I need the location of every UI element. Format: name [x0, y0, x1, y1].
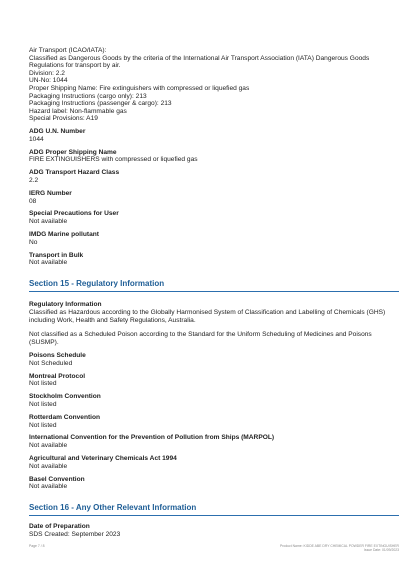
field-label: ADG Proper Shipping Name [29, 148, 117, 156]
regulatory-information-label: Regulatory Information [29, 301, 102, 309]
field-special-precautions [29, 210, 399, 226]
air-transport-line: Special Provisions: A19 [29, 115, 98, 123]
field-value: Not listed [29, 401, 57, 409]
document-page [29, 47, 399, 544]
field-value: No [29, 238, 38, 246]
field-value: Not Scheduled [29, 359, 73, 367]
field-stockholm-convention [29, 393, 399, 409]
section-15-heading: Section 15 - Regulatory Information [29, 279, 399, 292]
field-transport-in-bulk [29, 252, 399, 268]
field-value: 2.2 [29, 176, 39, 184]
field-label: Poisons Schedule [29, 352, 86, 360]
field-value: Not available [29, 259, 68, 267]
poison-statement-text: Not classified as a Scheduled Poison according to the Standard for the Uniform Scheduling of Medicines and Poisons (SUSMP). [29, 331, 372, 347]
footer-product-info [280, 544, 399, 553]
air-transport-line: UN-No: 1044 [29, 77, 68, 85]
section-16-heading: Section 16 - Any Other Relevant Information [29, 503, 399, 516]
air-transport-line: Packaging Instructions (cargo only): 213 [29, 92, 147, 100]
field-label: ADG Transport Hazard Class [29, 169, 120, 177]
field-value: Not available [29, 442, 68, 450]
field-poisons-schedule [29, 352, 399, 368]
section-15-body [29, 301, 399, 491]
field-label: Date of Preparation [29, 523, 90, 531]
footer-product-name: Product Name: KIDDE ABE DRY CHEMICAL POWDER FIRE EXTINGUISHER [279, 544, 399, 548]
field-value: Not available [29, 483, 68, 491]
field-value: Not listed [29, 380, 57, 388]
footer-issue-date: Issue Date: 01/09/2023 [363, 548, 399, 553]
air-transport-line: Division: 2.2 [29, 69, 65, 77]
field-ierg-number [29, 190, 399, 206]
field-value: Not available [29, 462, 68, 470]
field-label: Montreal Protocol [29, 372, 86, 380]
field-montreal-protocol [29, 373, 399, 389]
field-label: International Convention for the Prevention of Pollution from Ships (MARPOL) [29, 434, 275, 442]
air-transport-description: Classified as Dangerous Goods by the criteria of the International Air Transport Association (IATA) Dangerous Goods Regulations for transport by air. [29, 54, 370, 70]
field-date-of-preparation [29, 523, 399, 539]
field-basel-convention [29, 476, 399, 492]
field-label: Agricultural and Veterinary Chemicals Act 1994 [29, 455, 177, 463]
field-value: Not available [29, 218, 68, 226]
field-agvet-act [29, 455, 399, 471]
field-imdg-marine-pollutant [29, 231, 399, 247]
regulatory-information-text: Classified as Hazardous according to the Globally Harmonised System of Classification and Labelling of Chemicals (GHS) including Work, Health and Safety Regulations, Australia. [29, 308, 386, 324]
air-transport-line: Proper Shipping Name: Fire extinguishers with compressed or liquefied gas [29, 84, 250, 92]
air-transport-block [29, 47, 399, 123]
field-adg-proper-shipping-name [29, 149, 399, 165]
field-label: Rotterdam Convention [29, 413, 101, 421]
field-label: Basel Convention [29, 475, 85, 483]
poison-statement [29, 331, 399, 347]
air-transport-line: Packaging Instructions (passenger & cargo): 213 [29, 100, 172, 108]
field-adg-hazard-class [29, 169, 399, 185]
field-value: Not listed [29, 421, 57, 429]
field-adg-un-number [29, 128, 399, 144]
field-label: IMDG Marine pollutant [29, 230, 99, 238]
field-label: Special Precautions for User [29, 210, 119, 218]
field-value: 1044 [29, 135, 44, 143]
field-label: Transport in Bulk [29, 251, 84, 259]
field-label: Stockholm Convention [29, 393, 101, 401]
air-transport-line: Hazard label: Non-flammable gas [29, 107, 127, 115]
field-label: ADG U.N. Number [29, 127, 86, 135]
air-transport-heading: Air Transport (ICAO/IATA): [29, 47, 107, 54]
regulatory-information [29, 301, 399, 324]
field-value: SDS Created: September 2023 [29, 531, 121, 539]
field-marpol [29, 434, 399, 450]
field-value: FIRE EXTINGUISHERS with compressed or liquefied gas [29, 156, 198, 164]
page-number: Page 7 / 8 [29, 544, 45, 548]
field-rotterdam-convention [29, 414, 399, 430]
field-value: 08 [29, 197, 37, 205]
field-label: IERG Number [29, 189, 72, 197]
